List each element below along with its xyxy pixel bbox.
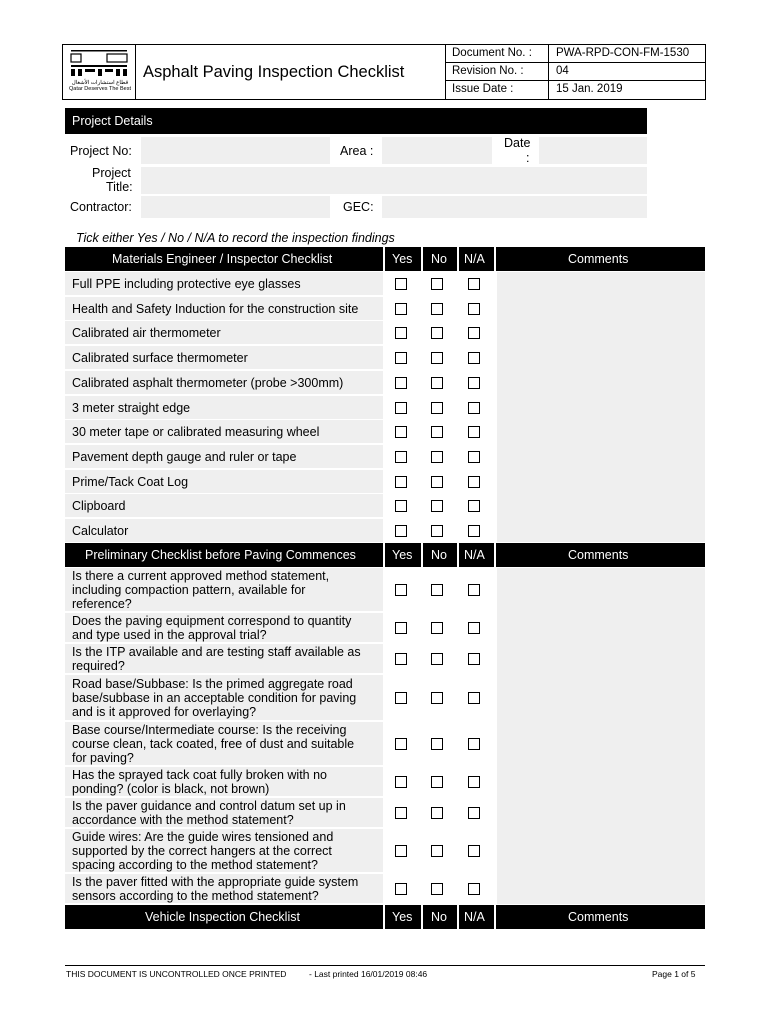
preliminary-item-text: Is the paver guidance and control datum set up in accordance with the method statement? <box>72 798 346 827</box>
preliminary-yes-checkbox[interactable] <box>395 584 407 596</box>
materials-item-text: 30 meter tape or calibrated measuring wheel <box>72 424 320 439</box>
materials-yes-checkbox[interactable] <box>395 426 407 438</box>
materials-item-text: Calculator <box>72 523 129 538</box>
preliminary-na-checkbox[interactable] <box>468 776 480 788</box>
gec-label: GEC: <box>343 200 374 214</box>
area-label: Area : <box>340 144 374 158</box>
preliminary-yes-checkbox[interactable] <box>395 845 407 857</box>
materials-yes-checkbox[interactable] <box>395 476 407 488</box>
materials-item-text: Health and Safety Induction for the construction site <box>72 301 359 316</box>
vehicle-checklist-header: Vehicle Inspection Checklist Yes No N/A Comments <box>65 905 705 929</box>
materials-na-checkbox[interactable] <box>468 327 480 339</box>
preliminary-item-text: Has the sprayed tack coat fully broken with no ponding? (color is black, not brown) <box>72 767 327 796</box>
document-title: Asphalt Paving Inspection Checklist <box>143 63 405 81</box>
materials-na-checkbox[interactable] <box>468 278 480 290</box>
materials-yes-checkbox[interactable] <box>395 525 407 537</box>
preliminary-na-checkbox[interactable] <box>468 845 480 857</box>
footer-divider <box>65 965 705 966</box>
preliminary-no-checkbox[interactable] <box>431 738 443 750</box>
logo <box>63 45 136 99</box>
project-title-field[interactable] <box>141 167 647 194</box>
preliminary-no-checkbox[interactable] <box>431 653 443 665</box>
materials-yes-checkbox[interactable] <box>395 402 407 414</box>
preliminary-no-checkbox[interactable] <box>431 807 443 819</box>
gec-field[interactable] <box>382 196 647 218</box>
preliminary-na-checkbox[interactable] <box>468 653 480 665</box>
vehicle-heading: Vehicle Inspection Checklist <box>145 910 300 924</box>
date-field[interactable] <box>539 137 647 164</box>
materials-yes-checkbox[interactable] <box>395 451 407 463</box>
preliminary-no-checkbox[interactable] <box>431 776 443 788</box>
materials-na-checkbox[interactable] <box>468 303 480 315</box>
logo-caption-english: Qatar Deserves The Best <box>69 86 131 92</box>
project-no-field[interactable] <box>141 137 330 164</box>
ashghal-logo-icon <box>69 48 129 78</box>
preliminary-checklist-header: Preliminary Checklist before Paving Commences Yes No N/A Comments <box>65 543 705 567</box>
preliminary-yes-checkbox[interactable] <box>395 692 407 704</box>
materials-no-checkbox[interactable] <box>431 426 443 438</box>
project-details-heading: Project Details <box>65 108 647 134</box>
materials-yes-checkbox[interactable] <box>395 500 407 512</box>
materials-no-checkbox[interactable] <box>431 451 443 463</box>
materials-na-checkbox[interactable] <box>468 352 480 364</box>
materials-item-text: Clipboard <box>72 498 126 513</box>
materials-item-text: Pavement depth gauge and ruler or tape <box>72 449 297 464</box>
materials-item-text: Calibrated air thermometer <box>72 325 221 340</box>
project-title-label: Project <box>92 166 131 180</box>
preliminary-item-text: Road base/Subbase: Is the primed aggregate road base/subbase in an acceptable condition for paving and is it approved for overlaying? <box>72 676 357 719</box>
materials-yes-checkbox[interactable] <box>395 303 407 315</box>
meta-revision-no: Revision No. : 04 <box>445 63 705 81</box>
materials-na-checkbox[interactable] <box>468 451 480 463</box>
materials-yes-checkbox[interactable] <box>395 352 407 364</box>
preliminary-heading: Preliminary Checklist before Paving Commences <box>85 548 356 562</box>
materials-item-text: Calibrated surface thermometer <box>72 350 248 365</box>
preliminary-no-checkbox[interactable] <box>431 845 443 857</box>
preliminary-na-checkbox[interactable] <box>468 883 480 895</box>
materials-na-checkbox[interactable] <box>468 500 480 512</box>
contractor-field[interactable] <box>141 196 330 218</box>
preliminary-no-checkbox[interactable] <box>431 883 443 895</box>
preliminary-no-checkbox[interactable] <box>431 692 443 704</box>
materials-comments-field[interactable] <box>497 272 705 542</box>
date-label: Date <box>504 136 531 150</box>
preliminary-item-text: Base course/Intermediate course: Is the receiving course clean, tack coated, free of dust and suitable for paving? <box>72 722 355 765</box>
materials-na-checkbox[interactable] <box>468 377 480 389</box>
preliminary-no-checkbox[interactable] <box>431 584 443 596</box>
last-printed: - Last printed 16/01/2019 08:46 <box>309 969 428 979</box>
materials-no-checkbox[interactable] <box>431 327 443 339</box>
preliminary-yes-checkbox[interactable] <box>395 738 407 750</box>
materials-item-text: Prime/Tack Coat Log <box>72 474 189 489</box>
meta-document-no: Document No. : PWA-RPD-CON-FM-1530 <box>445 45 705 63</box>
preliminary-item-text: Is the ITP available and are testing staff available as required? <box>72 644 361 673</box>
preliminary-comments-field[interactable] <box>497 568 705 904</box>
materials-no-checkbox[interactable] <box>431 500 443 512</box>
materials-checklist-header: Materials Engineer / Inspector Checklist Yes No N/A Comments <box>65 247 705 271</box>
materials-item-text: Full PPE including protective eye glasses <box>72 276 301 291</box>
materials-no-checkbox[interactable] <box>431 377 443 389</box>
area-field[interactable] <box>382 137 492 164</box>
page-number: Page 1 of 5 <box>652 969 696 979</box>
preliminary-na-checkbox[interactable] <box>468 692 480 704</box>
document-header <box>62 44 706 100</box>
preliminary-no-checkbox[interactable] <box>431 622 443 634</box>
materials-yes-checkbox[interactable] <box>395 377 407 389</box>
materials-heading: Materials Engineer / Inspector Checklist <box>112 252 333 266</box>
instruction-text: Tick either Yes / No / N/A to record the inspection findings <box>76 231 395 245</box>
preliminary-yes-checkbox[interactable] <box>395 622 407 634</box>
materials-na-checkbox[interactable] <box>468 426 480 438</box>
preliminary-na-checkbox[interactable] <box>468 807 480 819</box>
preliminary-item-text: Is there a current approved method statement, including compaction pattern, available for reference? <box>72 568 330 611</box>
materials-na-checkbox[interactable] <box>468 525 480 537</box>
materials-no-checkbox[interactable] <box>431 402 443 414</box>
preliminary-yes-checkbox[interactable] <box>395 653 407 665</box>
materials-no-checkbox[interactable] <box>431 476 443 488</box>
materials-no-checkbox[interactable] <box>431 525 443 537</box>
materials-yes-checkbox[interactable] <box>395 278 407 290</box>
materials-item-text: 3 meter straight edge <box>72 400 191 415</box>
uncontrolled-notice: THIS DOCUMENT IS UNCONTROLLED ONCE PRINTED <box>66 969 287 979</box>
materials-na-checkbox[interactable] <box>468 476 480 488</box>
preliminary-yes-checkbox[interactable] <box>395 883 407 895</box>
materials-na-checkbox[interactable] <box>468 402 480 414</box>
materials-yes-checkbox[interactable] <box>395 327 407 339</box>
preliminary-item-text: Is the paver fitted with the appropriate guide system sensors according to the method statement? <box>72 874 359 903</box>
meta-issue-date: Issue Date : 15 Jan. 2019 <box>445 81 705 99</box>
materials-item-text: Calibrated asphalt thermometer (probe >300mm) <box>72 375 344 390</box>
materials-no-checkbox[interactable] <box>431 352 443 364</box>
preliminary-yes-checkbox[interactable] <box>395 776 407 788</box>
preliminary-item-text: Does the paving equipment correspond to quantity and type used in the approval trial? <box>72 613 352 642</box>
materials-no-checkbox[interactable] <box>431 278 443 290</box>
preliminary-na-checkbox[interactable] <box>468 622 480 634</box>
materials-no-checkbox[interactable] <box>431 303 443 315</box>
preliminary-item-text: Guide wires: Are the guide wires tensioned and supported by the correct hangers at the correct spacing according to the method statement? <box>72 829 334 872</box>
preliminary-yes-checkbox[interactable] <box>395 807 407 819</box>
logo-caption-arabic: قطاع استشارات الأشغال <box>71 80 129 86</box>
contractor-label: Contractor: <box>70 200 132 214</box>
preliminary-na-checkbox[interactable] <box>468 584 480 596</box>
preliminary-na-checkbox[interactable] <box>468 738 480 750</box>
project-no-label: Project No: <box>70 144 132 158</box>
